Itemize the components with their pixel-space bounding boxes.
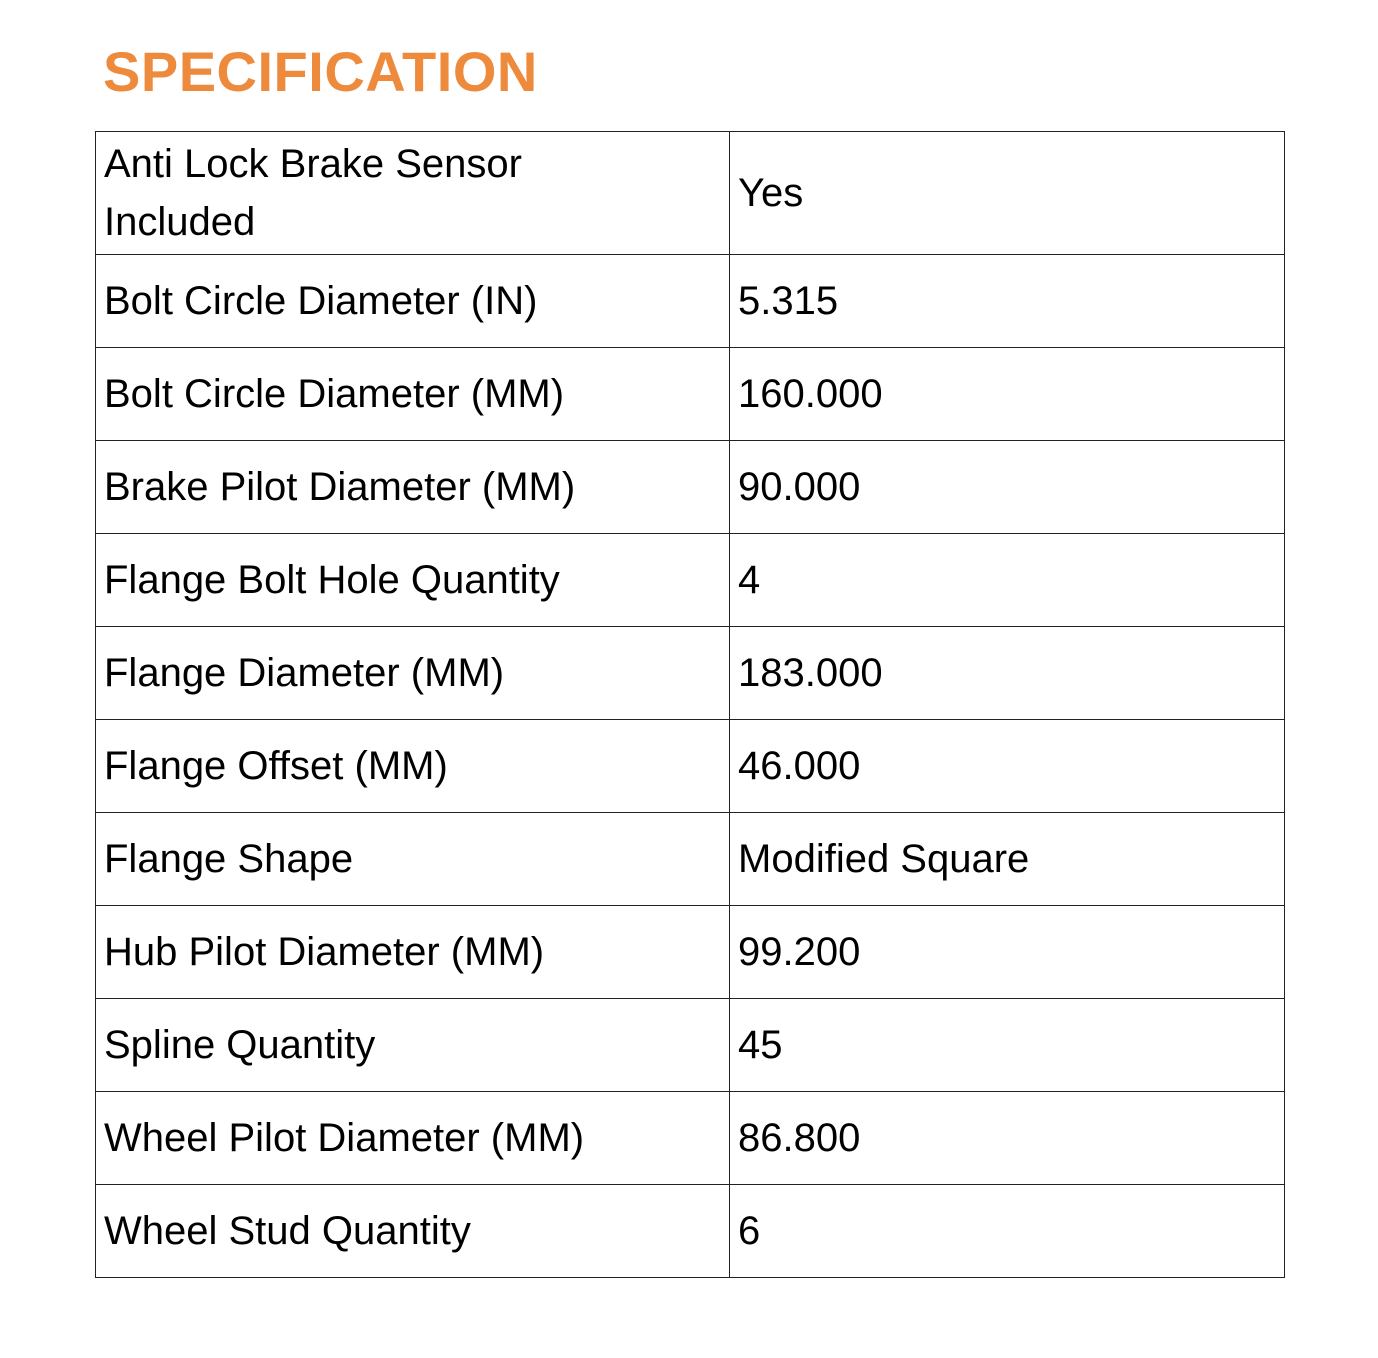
table-row [96, 813, 1285, 906]
spec-value: 183.000 [730, 627, 1285, 720]
spec-value: Yes [730, 132, 1285, 255]
spec-value: 90.000 [730, 441, 1285, 534]
table-row [96, 534, 1285, 627]
table-row [96, 720, 1285, 813]
table-row [96, 1185, 1285, 1278]
specification-table [95, 131, 1285, 1278]
table-row [96, 906, 1285, 999]
spec-value: 160.000 [730, 348, 1285, 441]
spec-value: 5.315 [730, 255, 1285, 348]
table-row [96, 132, 1285, 255]
spec-value: Modified Square [730, 813, 1285, 906]
table-row [96, 627, 1285, 720]
specification-table-body [96, 132, 1285, 1278]
page-title: SPECIFICATION [103, 40, 538, 103]
spec-label: Wheel Stud Quantity [96, 1185, 730, 1278]
spec-label: Spline Quantity [96, 999, 730, 1092]
spec-value: 45 [730, 999, 1285, 1092]
spec-label: Hub Pilot Diameter (MM) [96, 906, 730, 999]
table-row [96, 348, 1285, 441]
table-row [96, 255, 1285, 348]
table-row [96, 441, 1285, 534]
spec-value: 46.000 [730, 720, 1285, 813]
spec-label: Anti Lock Brake Sensor Included [96, 132, 730, 255]
spec-label: Bolt Circle Diameter (MM) [96, 348, 730, 441]
spec-label: Brake Pilot Diameter (MM) [96, 441, 730, 534]
spec-label: Flange Shape [96, 813, 730, 906]
table-row [96, 999, 1285, 1092]
spec-label: Bolt Circle Diameter (IN) [96, 255, 730, 348]
spec-label: Wheel Pilot Diameter (MM) [96, 1092, 730, 1185]
spec-label: Flange Offset (MM) [96, 720, 730, 813]
spec-value: 4 [730, 534, 1285, 627]
spec-value: 99.200 [730, 906, 1285, 999]
spec-value: 6 [730, 1185, 1285, 1278]
spec-label: Flange Bolt Hole Quantity [96, 534, 730, 627]
table-row [96, 1092, 1285, 1185]
spec-value: 86.800 [730, 1092, 1285, 1185]
spec-label: Flange Diameter (MM) [96, 627, 730, 720]
